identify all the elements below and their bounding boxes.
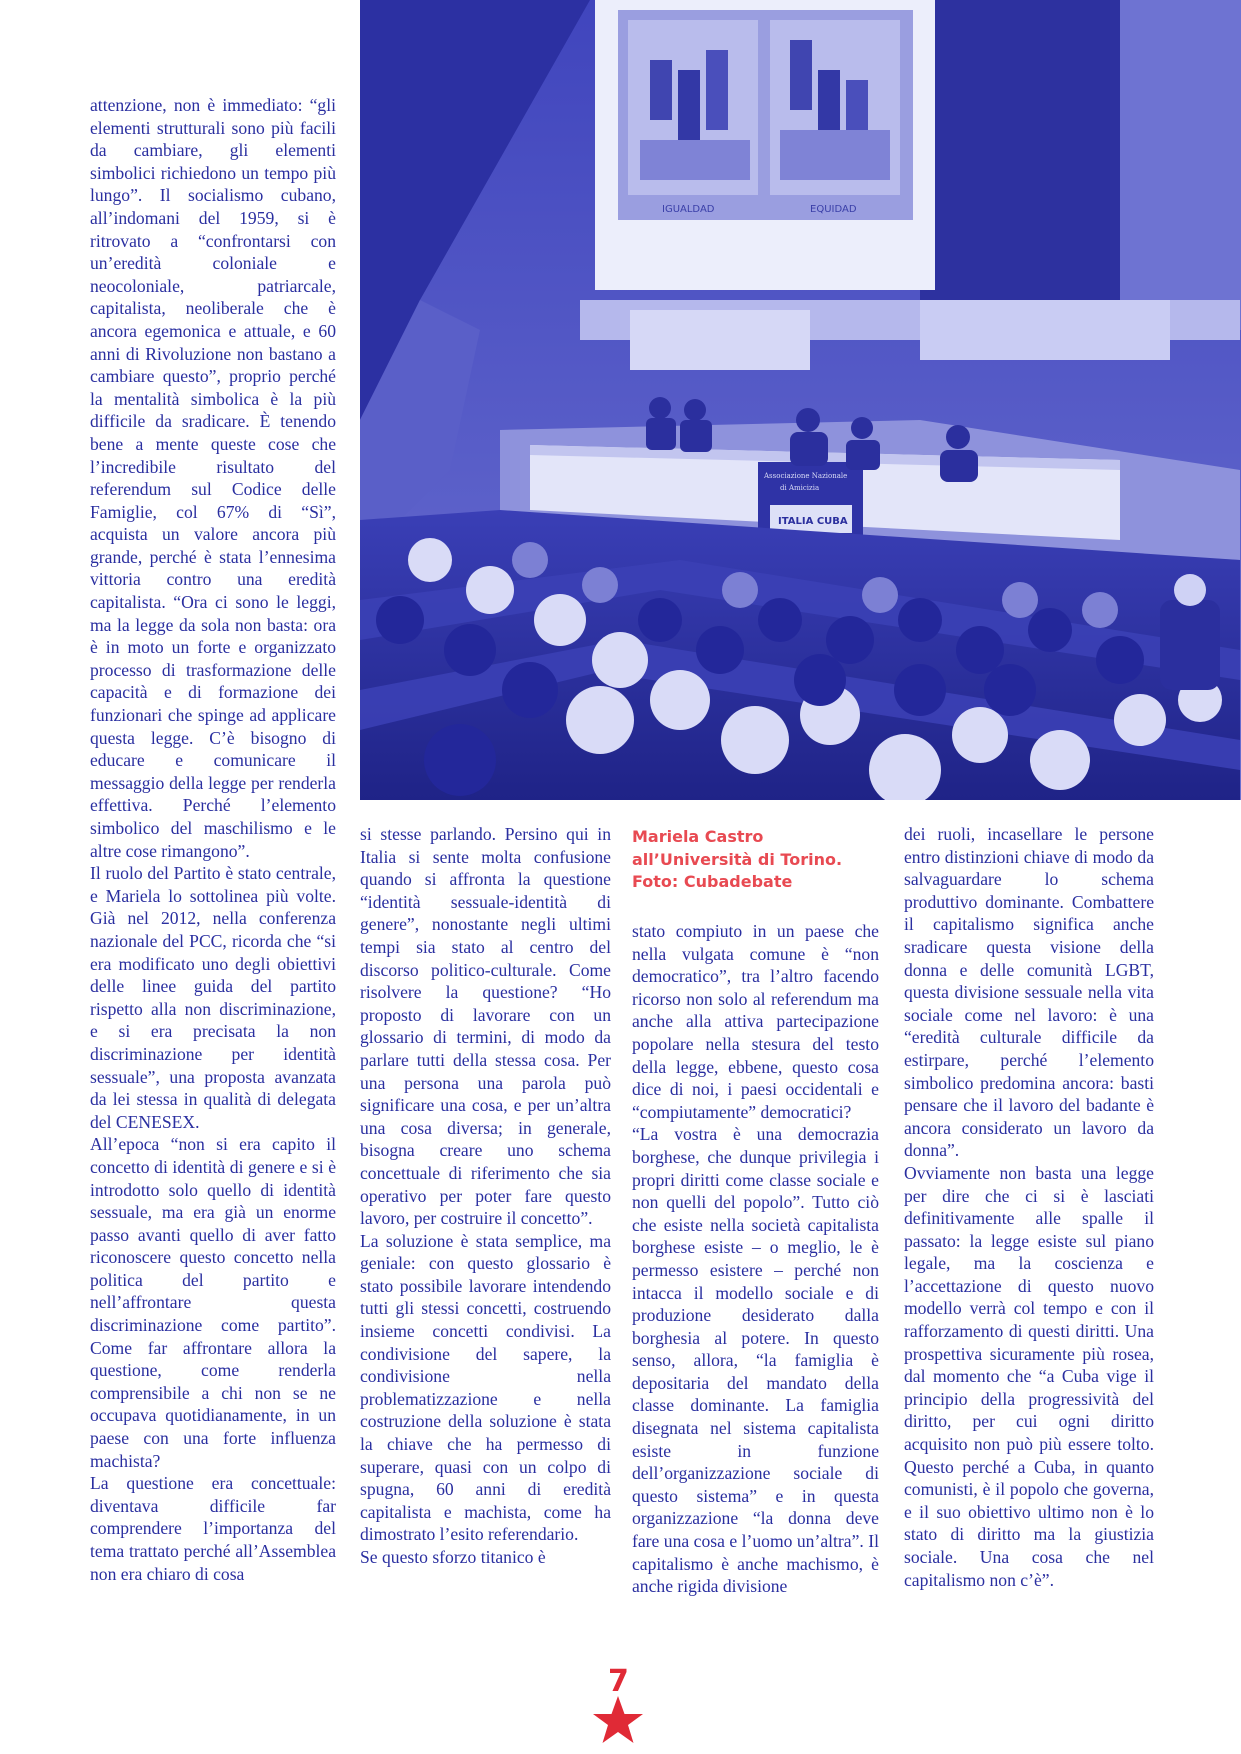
svg-text:Associazione Nazionale: Associazione Nazionale [764, 472, 848, 480]
paragraph: Ovviamente non basta una legge per dire che ci si è lasciati definitivamente alle spalle il passato: la legge esiste sul piano legale, ma la coscienza e l’accettazione di questo nuovo modello verrà col tempo e con il rafforzamento di questi diritti. Una prospettiva sicuramente più rosea, dal momento che “a Cuba vige il principio della progressività del diritto, per cui ogni diritto acquisito non può più essere tolto. Questo perché a Cuba, in quanto comunisti, è il popolo che governa, e il suo obiettivo ultimo non è lo stato di diritto ma la giustizia sociale. Una cosa che nel capitalismo non c’è”. [904, 1162, 1154, 1590]
conference-photo [360, 0, 1241, 800]
paragraph: All’epoca “non si era capito il concetto di identità di genere e si è introdotto solo quello di identità sessuale, ma era già un enorme passo avanti quello di aver fatto riconoscere questo concetto nella politica del partito e nell’affrontare questa discriminazione come partito”. Come far affrontare allora la questione, come renderla comprensibile a chi non se ne occupava quotidianamente, in un paese con una forte influenza machista? [90, 1134, 336, 1471]
page-number [588, 1666, 648, 1746]
page-number-text: 7 [608, 1664, 629, 1699]
screen-right-label: EQUIDAD [810, 204, 857, 215]
svg-text:ITALIA CUBA: ITALIA CUBA [778, 516, 848, 527]
caption-line: Mariela Castro [632, 827, 764, 846]
paragraph: “La vostra è una democrazia borghese, che dunque privilegia i propri diritti come classe sociale e non quelli del popolo”. Tutto ciò che esiste nella società capitalista borghese esiste – o meglio, le è permesso esistere – perché non intacca il modello sociale e di produzione desiderato dalla borghesia al potere. In questo senso, allora, “la famiglia è depositaria del mandato della classe dominante. La famiglia disegnata nel sistema capitalista esiste in funzione dell’organizzazione sociale di questo sistema” e in questa organizzazione “la donna deve fare una cosa e l’uomo un’altra”. Il capitalismo è anche machismo, è anche rigida divisione [632, 1124, 879, 1597]
text-column-4 [904, 823, 1154, 1591]
text-column-3 [632, 920, 879, 1598]
paragraph: Il ruolo del Partito è stato centrale, e Mariela lo sottolinea più volte. Già nel 2012, nella conferenza nazionale del PCC, ricorda che “si era modificato uno degli obiettivi delle linee guida del partito rispetto alla non discriminazione, e si era precisata la non discriminazione per identità sessuale”, una proposta avanzata da lei stessa in qualità di delegata del CENESEX. [90, 863, 336, 1132]
paragraph: dei ruoli, incasellare le persone entro distinzioni chiave di modo da salvaguardare lo schema produttivo dominante. Combattere il capitalismo significa anche sradicare questa visione della donna e delle comunità LGBT, questa divisione sessuale nella vita sociale come nel lavoro: è una “eredità culturale difficile da estirpare, perché l’elemento simbolico predomina ancora: basti pensare che il lavoro del badante è ancora considerato un lavoro da donna”. [904, 824, 1154, 1161]
svg-text:di Amicizia: di Amicizia [780, 484, 820, 492]
photo-caption [632, 826, 892, 894]
conference-photo-drawing [360, 0, 1241, 800]
paragraph: Se questo sforzo titanico è [360, 1547, 546, 1567]
text-column-2 [360, 823, 611, 1569]
paragraph: La questione era concettuale: diventava difficile far comprendere l’importanza del tema trattato perché all’Assemblea non era chiaro di cosa [90, 1473, 336, 1584]
paragraph: stato compiuto in un paese che nella vulgata comune è “non democratico”, tra l’altro facendo ricorso non solo al referendum ma anche alla attiva partecipazione popolare nella stesura del testo della legge, ebbene, questo cosa dice di noi, i paesi occidentali e “compiutamente” democratici? [632, 921, 879, 1122]
paragraph: si stesse parlando. Persino qui in Italia si sente molta confusione quando si affronta la questione “identità sessuale-identità di genere”, nonostante negli ultimi tempi sia stato al centro del discorso politico-culturale. Come risolvere la questione? “Ho proposto di lavorare con un glossario di termini, di modo da parlare tutti della stessa cosa. Per una persona una parola può significare una cosa, e per un’altra una cosa diversa; in generale, bisogna creare uno schema concettuale di riferimento che sia operativo per poter fare questo lavoro, per costruire il concetto”. [360, 824, 611, 1229]
caption-line: all’Università di Torino. [632, 849, 843, 869]
text-column-1 [90, 94, 336, 1585]
screen-left-label: IGUALDAD [662, 204, 715, 215]
paragraph: La soluzione è stata semplice, ma geniale: con questo glossario è stato possibile lavorare intendendo tutti gli stessi concetti, costruendo insieme concetti condivisi. La condivisione del sapere, la condivisione nella problematizzazione e nella costruzione della soluzione è stata la chiave che ha permesso di superare, quasi con un colpo di spugna, 60 anni di eredità capitalista e machista, come ha dimostrato l’esito referendario. [360, 1230, 611, 1545]
paragraph: attenzione, non è immediato: “gli elementi strutturali sono più facili da cambiare, gli elementi simbolici richiedono un tempo più lungo”. Il socialismo cubano, all’indomani del 1959, si è ritrovato a “confrontarsi con un’eredità coloniale e neocoloniale, patriarcale, capitalista, neoliberale che è ancora egemonica e attuale, e 60 anni di Rivoluzione non bastano a cambiare questo”, proprio perché la mentalità simbolica è la più difficile da sradicare. È tenendo bene a mente queste cose che l’incredibile risultato del referendum sul Codice delle Famiglie, col 67% di “Sì”, acquista un valore ancora più grande, perché è stata l’ennesima vittoria contro una eredità capitalista. “Ora ci sono le leggi, ma la legge da sola non basta: ora è in moto un forte e organizzato processo di trasformazione delle capacità e di formazione dei funzionari che spinge ad applicare questa legge. C’è bisogno di educare e comunicare il messaggio della legge per renderla effettiva. Perché l’elemento simbolico del maschilismo e le altre cose rimangono”. [90, 95, 336, 861]
caption-line: Foto: Cubadebate [632, 872, 793, 891]
